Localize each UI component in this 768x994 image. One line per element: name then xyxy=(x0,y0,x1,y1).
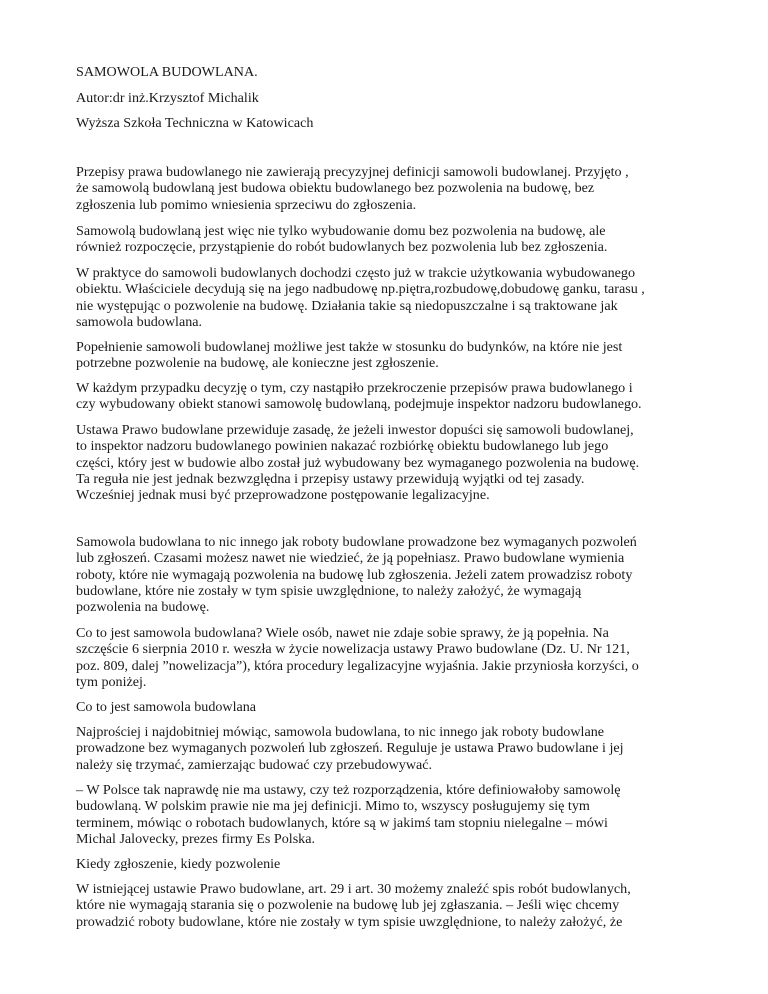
paragraph: – W Polsce tak naprawdę nie ma ustawy, czy też rozporządzenia, które definiowałoby samowolę budowlaną. W polskim prawie nie ma jej definicji. Mimo to, wszyscy posługujemy się tym terminem, mówiąc o robotach budowlanych, które są w jakimś tam stopniu nielegalne – mówi Michal Jalovecky, prezes firmy Es Polska. xyxy=(76,782,621,847)
paragraph: Popełnienie samowoli budowlanej możliwe jest także w stosunku do budynków, na które nie jest potrzebne pozwolenie na budowę, ale konieczne jest zgłoszenie. xyxy=(76,339,623,372)
section-heading: Co to jest samowola budowlana xyxy=(76,699,257,715)
paragraph: W każdym przypadku decyzję o tym, czy nastąpiło przekroczenie przepisów prawa budowlanego i czy wybudowany obiekt stanowi samowolę budowlaną, podejmuje inspektor nadzoru budowlanego. xyxy=(76,380,642,413)
paragraph: W praktyce do samowoli budowlanych dochodzi często już w trakcie użytkowania wybudowanego obiektu. Właściciele decydują się na jego nadbudowę np.piętra,rozbudowę,dobudowę ganku, tarasu , nie występując o pozwolenie na budowę. Działania takie są niedopuszczalne i są traktowane jak samowola budowlana. xyxy=(76,265,645,330)
paragraph: Najprościej i najdobitniej mówiąc, samowola budowlana, to nic innego jak roboty budowlane prowadzone bez wymaganych pozwoleń lub zgłoszeń. Reguluje je ustawa Prawo budowlane i jej należy się trzymać, zamierzając budować czy przebudowywać. xyxy=(76,724,624,773)
paragraph: Ustawa Prawo budowlane przewiduje zasadę, że jeżeli inwestor dopuści się samowoli budowlanej, to inspektor nadzoru budowlanego powinien nakazać rozbiórkę obiektu budowlanego lub jego części, który jest w budowie albo został już wybudowany bez wymaganego pozwolenia na budowę. Ta reguła nie jest jednak bezwzględna i przepisy ustawy przewidują wyjątki od tej zasady. Wcześniej jednak musi być przeprowadzone postępowanie legalizacyjne. xyxy=(76,422,640,504)
paragraph: Samowolą budowlaną jest więc nie tylko wybudowanie domu bez pozwolenia na budowę, ale również rozpoczęcie, przystąpienie do robót budowlanych bez pozwolenia lub bez zgłoszenia. xyxy=(76,223,608,256)
paragraph: Samowola budowlana to nic innego jak roboty budowlane prowadzone bez wymaganych pozwoleń lub zgłoszeń. Czasami możesz nawet nie wiedzieć, że ją popełniasz. Prawo budowlane wymienia roboty, które nie wymagają pozwolenia na budowę lub zgłoszenia. Jeżeli zatem prowadzisz roboty budowlane, które nie zostały w tym spisie uwzględnione, to należy założyć, że wymagają pozwolenia na budowę. xyxy=(76,534,637,616)
document-title: SAMOWOLA BUDOWLANA. xyxy=(76,64,258,80)
section-heading: Kiedy zgłoszenie, kiedy pozwolenie xyxy=(76,856,281,872)
paragraph: Co to jest samowola budowlana? Wiele osób, nawet nie zdaje sobie sprawy, że ją popełnia. Na szczęście 6 sierpnia 2010 r. weszła w życie nowelizacja ustawy Prawo budowlane (Dz. U. Nr 121, poz. 809, dalej ”nowelizacja”), która procedury legalizacyjne wyjaśnia. Jakie przyniosła korzyści, o tym poniżej. xyxy=(76,625,639,690)
paragraph: Przepisy prawa budowlanego nie zawierają precyzyjnej definicji samowoli budowlanej. Przyjęto , że samowolą budowlaną jest budowa obiektu budowlanego bez pozwolenia na budowę, bez zgłoszenia lub pomimo wniesienia sprzeciwu do zgłoszenia. xyxy=(76,164,629,213)
document-institution: Wyższa Szkoła Techniczna w Katowicach xyxy=(76,115,314,131)
document-author: Autor:dr inż.Krzysztof Michalik xyxy=(76,90,259,106)
paragraph: W istniejącej ustawie Prawo budowlane, art. 29 i art. 30 możemy znaleźć spis robót budowlanych, które nie wymagają starania się o pozwolenie na budowę lub jej zgłaszania. – Jeśli więc chcemy prowadzić roboty budowlane, które nie zostały w tym spisie uwzględnione, to należy założyć, że xyxy=(76,881,631,930)
